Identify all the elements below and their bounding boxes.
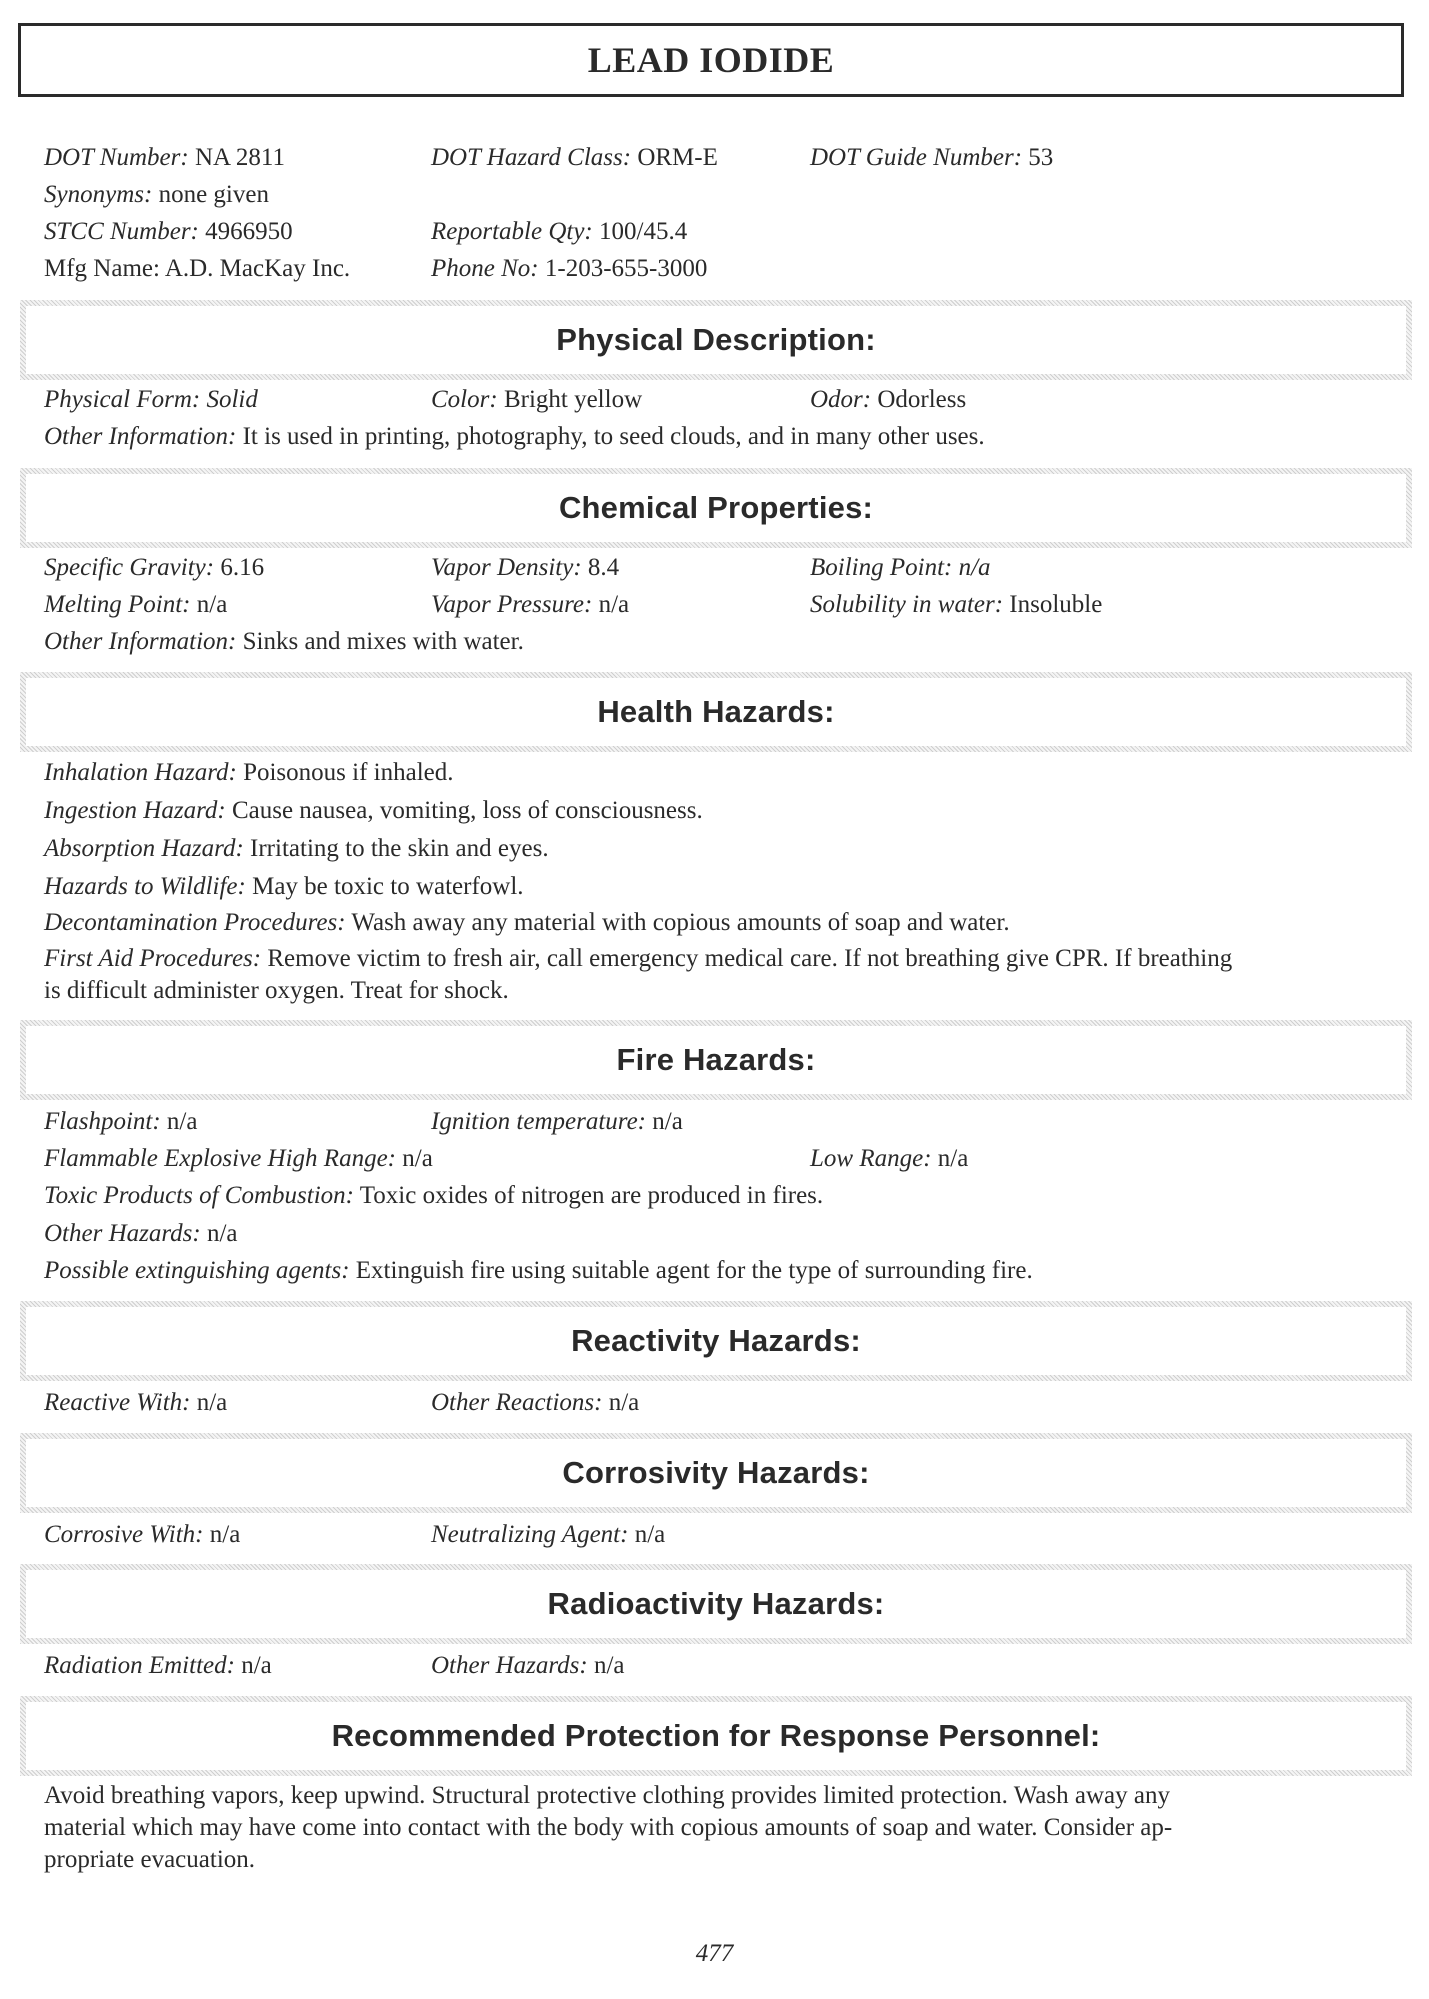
chemical-properties-heading: Chemical Properties:	[558, 490, 874, 525]
corrosive-with-value: n/a	[209, 1521, 241, 1548]
wildlife-hazard-value: May be toxic to waterfowl.	[252, 873, 524, 900]
corrosivity-hazards-header	[20, 1433, 1412, 1513]
protection-line-3: propriate evacuation.	[44, 1846, 256, 1873]
reportable-qty-label: Reportable Qty:	[431, 218, 593, 245]
synonyms-field	[44, 178, 269, 212]
fire-other-hazards-label: Other Hazards:	[44, 1220, 201, 1247]
flashpoint-field	[44, 1105, 197, 1139]
corrosive-with-label: Corrosive With:	[44, 1521, 204, 1548]
reactive-with-field	[44, 1386, 227, 1420]
ignition-temperature-label: Ignition temperature:	[431, 1108, 647, 1135]
dot-number-field	[44, 141, 285, 175]
absorption-hazard-field	[44, 832, 549, 866]
flashpoint-label: Flashpoint:	[44, 1108, 161, 1135]
flashpoint-value: n/a	[166, 1108, 198, 1135]
ingestion-hazard-value: Cause nausea, vomiting, loss of consciousness.	[231, 797, 703, 824]
page-number: 477	[695, 1940, 734, 1967]
health-hazards-header	[20, 672, 1412, 752]
first-aid-line-1	[44, 943, 1394, 975]
extinguishing-agents-field	[44, 1254, 1033, 1288]
reactive-with-label: Reactive With:	[44, 1389, 191, 1416]
dot-number-value: NA 2811	[194, 144, 286, 171]
fire-hazards-header	[20, 1020, 1412, 1100]
radio-other-hazards-value: n/a	[593, 1652, 625, 1679]
page-title: LEAD IODIDE	[587, 40, 835, 80]
mfg-name: Mfg Name: A.D. MacKay Inc.	[44, 255, 351, 282]
protection-paragraph	[44, 1780, 1394, 1876]
neutralizing-agent-label: Neutralizing Agent:	[431, 1521, 629, 1548]
corrosivity-hazards-heading: Corrosivity Hazards:	[562, 1455, 870, 1490]
toxic-products-field	[44, 1179, 823, 1213]
flammable-range-field	[44, 1142, 433, 1176]
low-range-value: n/a	[937, 1145, 969, 1172]
decontamination-field	[44, 906, 1010, 940]
color-field	[431, 383, 642, 417]
extinguishing-agents-value: Extinguish fire using suitable agent for the type of surrounding fire.	[355, 1257, 1033, 1284]
boiling-point: Boiling Point: n/a	[810, 554, 991, 581]
melting-point-value: n/a	[196, 591, 228, 618]
melting-point-label: Melting Point:	[44, 591, 191, 618]
fire-other-hazards-value: n/a	[206, 1220, 238, 1247]
solubility-label: Solubility in water:	[810, 591, 1004, 618]
wildlife-hazard-label: Hazards to Wildlife:	[44, 873, 246, 900]
melting-point-field	[44, 588, 227, 622]
dot-hazard-class-value: ORM-E	[637, 144, 718, 171]
phone-field	[431, 252, 707, 286]
first-aid-value: Remove victim to fresh air, call emergency medical care. If not breathing give CPR. If breathing	[267, 945, 1233, 972]
absorption-hazard-label: Absorption Hazard:	[44, 835, 244, 862]
color-value: Bright yellow	[503, 386, 643, 413]
synonyms-value: none given	[158, 181, 269, 208]
stcc-number-label: STCC Number:	[44, 218, 199, 245]
synonyms-label: Synonyms:	[44, 181, 153, 208]
health-hazards-heading: Health Hazards:	[597, 694, 835, 729]
inhalation-hazard-label: Inhalation Hazard:	[44, 759, 237, 786]
dot-guide-number-label: DOT Guide Number:	[810, 144, 1023, 171]
specific-gravity-label: Specific Gravity:	[44, 554, 215, 581]
ingestion-hazard-label: Ingestion Hazard:	[44, 797, 226, 824]
reportable-qty-value: 100/45.4	[599, 218, 688, 245]
corrosive-with-field	[44, 1518, 240, 1552]
chemical-properties-header	[20, 468, 1412, 548]
vapor-density-value: 8.4	[587, 554, 620, 581]
physical-description-header	[20, 300, 1412, 380]
extinguishing-agents-label: Possible extinguishing agents:	[44, 1257, 350, 1284]
dot-hazard-class-field	[431, 141, 718, 175]
title-box	[18, 23, 1404, 97]
solubility-field	[810, 588, 1102, 622]
neutralizing-agent-value: n/a	[634, 1521, 666, 1548]
wildlife-hazard-field	[44, 870, 524, 904]
phone-value: 1-203-655-3000	[544, 255, 708, 282]
physical-description-heading: Physical Description:	[556, 322, 876, 357]
decontamination-label: Decontamination Procedures:	[44, 909, 346, 936]
inhalation-hazard-value: Poisonous if inhaled.	[243, 759, 454, 786]
flammable-range-label: Flammable Explosive High Range:	[44, 1145, 396, 1172]
odor-value: Odorless	[877, 386, 967, 413]
ignition-temperature-value: n/a	[652, 1108, 683, 1135]
physical-other-value: It is used in printing, photography, to seed clouds, and in many other uses.	[242, 423, 985, 450]
radiation-emitted-label: Radiation Emitted:	[44, 1652, 235, 1679]
ignition-temperature-field	[431, 1105, 683, 1139]
vapor-pressure-field	[431, 588, 629, 622]
dot-guide-number-value: 53	[1028, 144, 1054, 171]
other-reactions-field	[431, 1386, 639, 1420]
first-aid-line-2: is difficult administer oxygen. Treat for shock.	[44, 977, 509, 1004]
other-reactions-label: Other Reactions:	[431, 1389, 603, 1416]
toxic-products-value: Toxic oxides of nitrogen are produced in fires.	[359, 1182, 824, 1209]
dot-hazard-class-label: DOT Hazard Class:	[431, 144, 632, 171]
solubility-value: Insoluble	[1009, 591, 1103, 618]
reportable-qty-field	[431, 215, 687, 249]
phone-label: Phone No:	[431, 255, 539, 282]
toxic-products-label: Toxic Products of Combustion:	[44, 1182, 354, 1209]
protection-line-1: Avoid breathing vapors, keep upwind. Structural protective clothing provides limited protection. Wash away any	[44, 1782, 1170, 1809]
protection-heading: Recommended Protection for Response Personnel:	[331, 1718, 1101, 1753]
physical-other-info	[44, 420, 985, 454]
first-aid-paragraph	[44, 943, 1394, 1007]
reactivity-hazards-heading: Reactivity Hazards:	[571, 1323, 861, 1358]
reactivity-hazards-header	[20, 1301, 1412, 1381]
odor-field	[810, 383, 966, 417]
dot-guide-number-field	[810, 141, 1053, 175]
decontamination-value: Wash away any material with copious amounts of soap and water.	[351, 909, 1010, 936]
specific-gravity-field	[44, 551, 264, 585]
vapor-density-field	[431, 551, 619, 585]
radio-other-hazards-label: Other Hazards:	[431, 1652, 588, 1679]
vapor-pressure-label: Vapor Pressure:	[431, 591, 593, 618]
color-label: Color:	[431, 386, 498, 413]
low-range-field	[810, 1142, 968, 1176]
chemical-other-label: Other Information:	[44, 628, 237, 655]
radioactivity-hazards-header	[20, 1564, 1412, 1644]
specific-gravity-value: 6.16	[220, 554, 265, 581]
fire-other-hazards-field	[44, 1217, 238, 1251]
absorption-hazard-value: Irritating to the skin and eyes.	[250, 835, 549, 862]
stcc-number-field	[44, 215, 293, 249]
neutralizing-agent-field	[431, 1518, 665, 1552]
protection-line-2: material which may have come into contact with the body with copious amounts of soap and water. Consider ap-	[44, 1814, 1173, 1841]
chemical-other-value: Sinks and mixes with water.	[242, 628, 524, 655]
radiation-emitted-field	[44, 1649, 272, 1683]
radioactivity-hazards-heading: Radioactivity Hazards:	[547, 1586, 885, 1621]
other-reactions-value: n/a	[608, 1389, 640, 1416]
reactive-with-value: n/a	[196, 1389, 228, 1416]
dot-number-label: DOT Number:	[44, 144, 189, 171]
stcc-number-value: 4966950	[205, 218, 293, 245]
radiation-emitted-value: n/a	[241, 1652, 272, 1679]
first-aid-label: First Aid Procedures:	[44, 945, 262, 972]
radio-other-hazards-field	[431, 1649, 625, 1683]
flammable-range-value: n/a	[402, 1145, 433, 1172]
low-range-label: Low Range:	[810, 1145, 932, 1172]
odor-label: Odor:	[810, 386, 872, 413]
ingestion-hazard-field	[44, 794, 703, 828]
physical-form: Physical Form: Solid	[44, 386, 258, 413]
fire-hazards-heading: Fire Hazards:	[616, 1042, 816, 1077]
vapor-pressure-value: n/a	[598, 591, 630, 618]
protection-header	[20, 1696, 1412, 1776]
physical-other-label: Other Information:	[44, 423, 237, 450]
chemical-other-info	[44, 625, 524, 659]
vapor-density-label: Vapor Density:	[431, 554, 582, 581]
inhalation-hazard-field	[44, 756, 454, 790]
